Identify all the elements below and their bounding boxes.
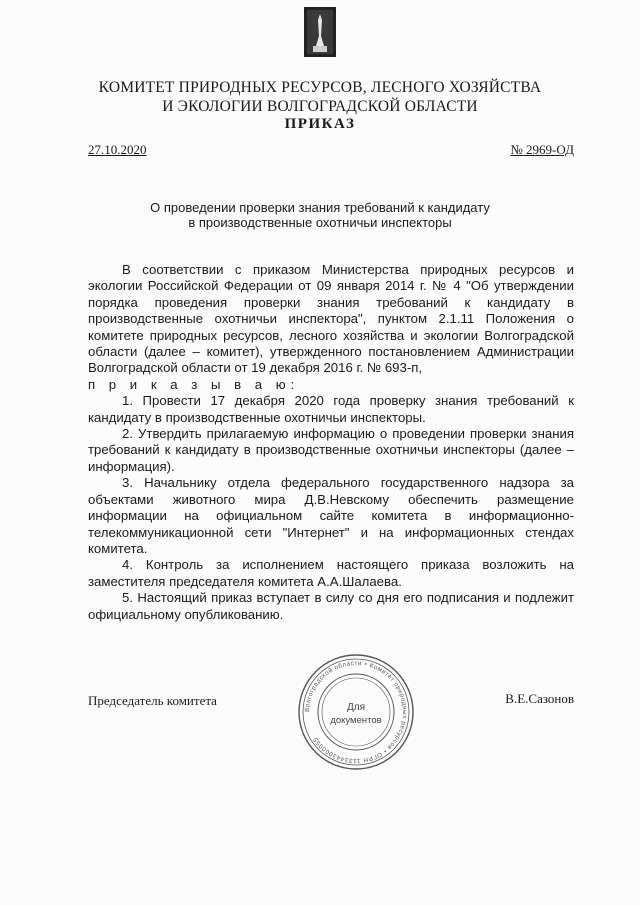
- order-item-5: 5. Настоящий приказ вступает в силу со дня его подписания и подлежит официальному опубликованию.: [88, 590, 574, 622]
- order-item-2: 2. Утвердить прилагаемую информацию о проведении проверки знания требований к кандидату в производственные охотничьи инспекторы (далее – информация).: [88, 426, 574, 474]
- signer-name: В.Е.Сазонов: [505, 691, 574, 706]
- stamp-center-line-1: Для: [346, 702, 366, 713]
- coat-of-arms-icon: [303, 6, 337, 58]
- agency-line-1: КОМИТЕТ ПРИРОДНЫХ РЕСУРСОВ, ЛЕСНОГО ХОЗЯЙСТВА: [98, 79, 542, 96]
- document-body: [88, 262, 574, 623]
- subject-line-2: в производственные охотничьи инспекторы: [188, 215, 452, 230]
- order-item-3: 3. Начальнику отдела федерального государственного надзора за объектами животного мира Д.В.Невскому обеспечить размещение информации на официальном сайте комитета в информационно-телекоммуникационной сети "Интернет" и на информационных стендах комитета.: [88, 475, 574, 556]
- signer-title: Председатель комитета: [88, 693, 217, 708]
- order-verb: п р и к а з ы в а ю:: [88, 376, 300, 392]
- preamble-paragraph: В соответствии с приказом Министерства природных ресурсов и экологии Российской Федерации от 09 января 2014 г. № 4 "Об утверждении порядка проведения проверки знания требований к кандидату в производственные охотничьи инспектора", пунктом 2.1.11 Положения о комитете природных ресурсов, лесного хозяйства и экологии Волгоградской области (далее – комитет), утвержденного постановлением Администрации Волгоградской области от 19 декабря 2016 г. № 693-п,: [88, 262, 574, 376]
- official-stamp-icon: [296, 652, 416, 772]
- stamp-ring-text: Волгоградской области • Комитет природных ресурсов • ОГРН 1133443000055: [303, 659, 409, 765]
- agency-name: [60, 78, 580, 116]
- stamp-center-line-2: документов: [330, 715, 382, 726]
- agency-line-2: И ЭКОЛОГИИ ВОЛГОГРАДСКОЙ ОБЛАСТИ: [162, 98, 478, 115]
- document-subject: [100, 200, 540, 230]
- document-number: № 2969-ОД: [510, 142, 574, 157]
- document-type: ПРИКАЗ: [284, 116, 356, 132]
- subject-line-1: О проведении проверки знания требований к кандидату: [150, 200, 490, 215]
- order-item-4: 4. Контроль за исполнением настоящего приказа возложить на заместителя председателя комитета А.А.Шалаева.: [88, 557, 574, 589]
- document-date: 27.10.2020: [88, 142, 147, 157]
- order-item-1: 1. Провести 17 декабря 2020 года проверку знания требований к кандидату в производственные охотничьи инспекторы.: [88, 393, 574, 425]
